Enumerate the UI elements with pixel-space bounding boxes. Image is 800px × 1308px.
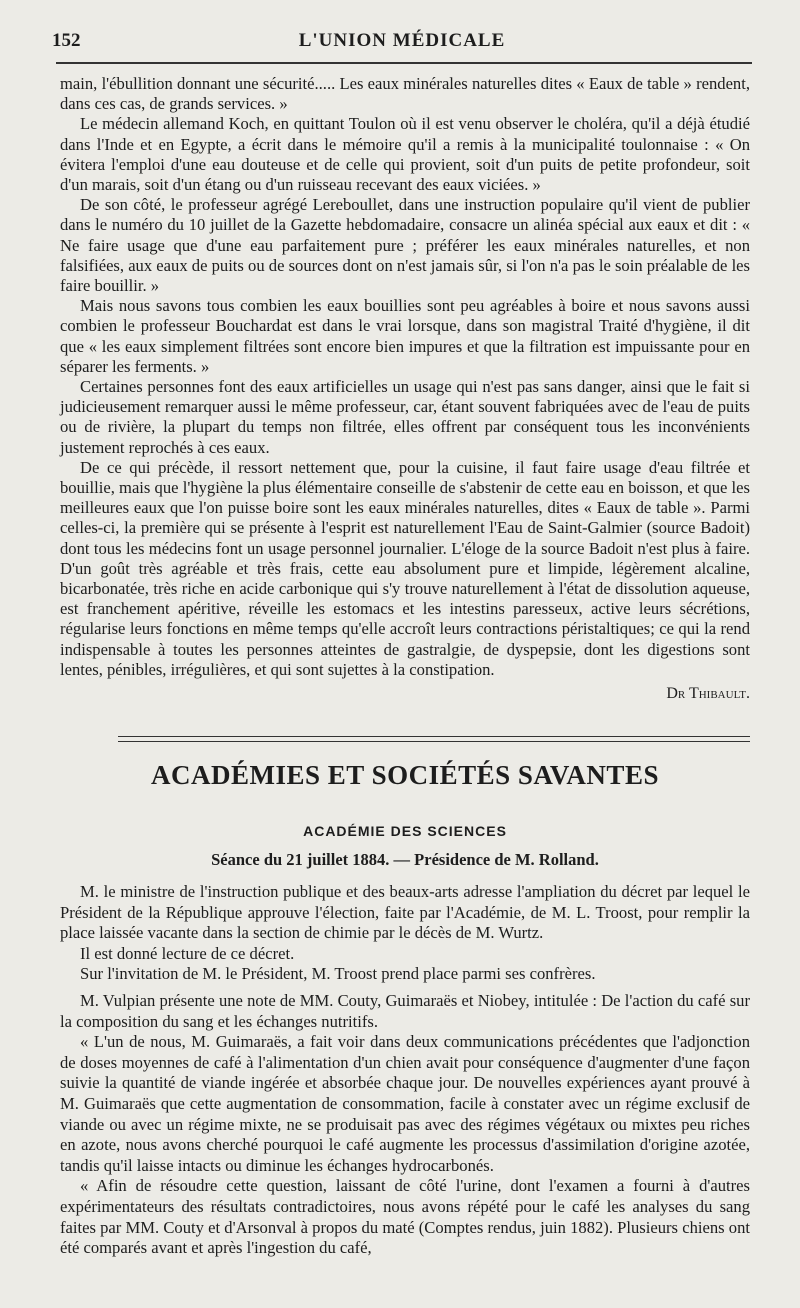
section-divider [118,736,750,742]
page-number: 152 [52,30,81,51]
section-title: ACADÉMIES ET SOCIÉTÉS SAVANTES [151,760,659,790]
subsection-title: ACADÉMIE DES SCIENCES [303,823,507,839]
running-title: L'UNION MÉDICALE [298,30,506,51]
article-academy [60,882,750,1259]
paragraph: Sur l'invitation de M. le Président, M. Troost prend place parmi ses confrères. [80,964,596,984]
page-header [52,30,752,58]
paragraph: M. le ministre de l'instruction publique et des beaux-arts adresse l'ampliation du décret par lequel le Président de la République approuve l'élection, faite par l'Académie, de M. L. Troost, pour remplir la place laissée vacante dans la section de chimie par le décès de M. Wurtz. [60,882,750,943]
paragraph: Certaines personnes font des eaux artificielles un usage qui n'est pas sans danger, ainsi que le fait si judicieusement remarquer aussi le même professeur, car, étant souvent fabriquées avec de l'eau de puits ou de rivière, la plupart du temps non filtrée, elles offrent par conséquent tous les inconvénients justement reprochés à ces eaux. [60,377,750,457]
header-rule [56,62,752,64]
paragraph: main, l'ébullition donnant une sécurité..... Les eaux minérales naturelles dites « Eaux de table » rendent, dans ces cas, de grands services. » [60,74,750,114]
paragraph: Le médecin allemand Koch, en quittant Toulon où il est venu observer le choléra, qu'il a déjà étudié dans l'Inde et en Egypte, a écrit dans le mémoire qu'il a remis à la municipalité toulonnaise : « On évitera l'emploi d'une eau douteuse et de celle qui provient, soit d'un puits de petite profondeur, soit d'un marais, soit d'un étang ou d'un ruisseau recevant des eaux viciées. » [60,114,750,195]
paragraph: « Afin de résoudre cette question, laissant de côté l'urine, dont l'examen a fourni à d'autres expérimentateurs des résultats contradictoires, nous avons répété pour le café les analyses du sang faites par MM. Couty et d'Arsonval à propos du maté (Comptes rendus, juin 1882). Plusieurs chiens ont été comparés avant et après l'ingestion du café, [60,1176,750,1258]
session-line: Séance du 21 juillet 1884. — Présidence de M. Rolland. [211,850,599,869]
paragraph: Mais nous savons tous combien les eaux bouillies sont peu agréables à boire et nous savons aussi combien le professeur Bouchardat est dans le vrai lorsque, dans son magistral Traité d'hygiène, il dit que « les eaux simplement filtrées sont encore bien impures et que la filtration est impuissante pour en séparer les ferments. » [60,296,750,376]
author-signature: Dr Thibault. [666,685,750,703]
paragraph: M. Vulpian présente une note de MM. Couty, Guimaraës et Niobey, intitulée : De l'action du café sur la composition du sang et les échanges nutritifs. [60,990,750,1031]
paragraph: Il est donné lecture de ce décret. [80,943,295,963]
article-water [60,74,750,704]
paragraph: De ce qui précède, il ressort nettement que, pour la cuisine, il faut faire usage d'eau filtrée et bouillie, mais que l'hygiène la plus élémentaire conseille de s'abstenir de cette eau en boisson, et que les meilleures eaux que l'on puisse boire sont les eaux minérales naturelles, dites « Eaux de table ». Parmi celles-ci, la première qui se présente à l'esprit est naturellement l'Eau de Saint-Galmier (source Badoit) dont tous les médecins font un usage personnel journalier. L'éloge de la source Badoit n'est plus à faire. D'un goût très agréable et très frais, cette eau absolument pure et limpide, légèrement alcaline, bicarbonatée, très riche en acide carbonique qui s'y trouve naturellement à l'état de dissolution aqueuse, est franchement apéritive, réveille les estomacs et les intestins paresseux, active leurs sécrétions, régularise leurs fonctions en même temps qu'elle accroît leurs contractions péristaltiques; ce qui la rend indispensable à toutes les personnes atteintes de gastralgie, de dyspepsie, dont les digestions sont lentes, pénibles, irrégulières, et qui sont sujettes à la constipation. [60,457,750,679]
paragraph: « L'un de nous, M. Guimaraës, a fait voir dans deux communications précédentes que l'adjonction de doses moyennes de café à l'alimentation d'un chien avait pour conséquence d'augmenter d'une façon suivie la quantité de viande ingérée et absorbée chaque jour. De nouvelles expériences ayant prouvé à M. Guimaraës que cette augmentation de consommation, facile à constater avec un régime exclusif de viande ou avec un régime mixte, ne se produisait pas avec des régimes végétaux ou mixtes peu riches en azote, nous avons cherché pourquoi le café augmente les processus d'assimilation d'origine azotée, tandis qu'il laisse intacts ou diminue les échanges hydrocarbonés. [60,1032,750,1175]
paragraph: De son côté, le professeur agrégé Lereboullet, dans une instruction populaire qu'il vient de publier dans le numéro du 10 juillet de la Gazette hebdomadaire, consacre un alinéa spécial aux eaux et dit : « Ne faire usage que d'une eau parfaitement pure ; préférer les eaux minérales naturelles, et non falsifiées, aux eaux de puits ou de sources dont on n'est jamais sûr, si l'on n'a pas le soin préalable de les faire bouillir. » [60,195,750,296]
